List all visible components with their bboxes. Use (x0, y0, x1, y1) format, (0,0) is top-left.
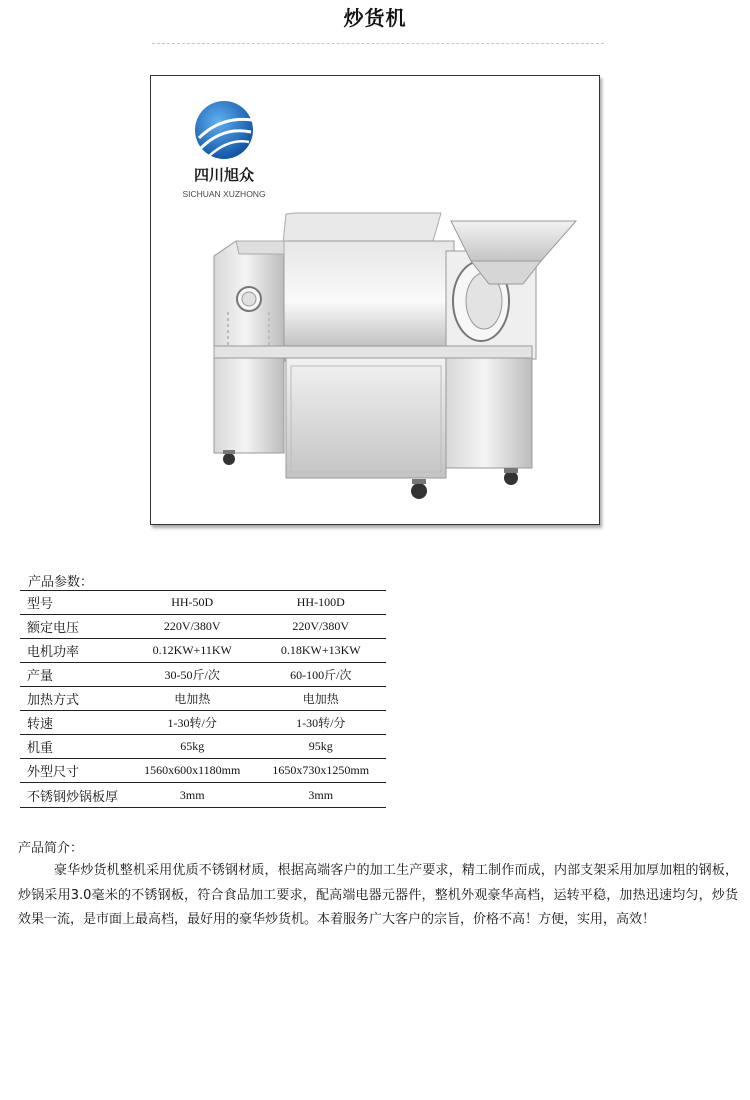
table-row (20, 783, 386, 808)
intro-paragraph: 豪华炒货机整机采用优质不锈钢材质，根据高端客户的加工生产要求，精工制作而成，内部支架采用加厚加粗的钢板，炒锅采用3.0毫米的不锈钢板，符合食品加工要求，配高端电器元器件，整机外观豪华高档，运转平稳，加热迅速均匀，炒货效果一流，是市面上最高档，最好用的豪华炒货机。本着服务广大客户的宗旨，价格不高！方便，实用，高效！ (18, 863, 738, 927)
spec-label: 型号 (20, 591, 129, 615)
company-logo (182, 101, 265, 199)
spec-value-50d: 30-50斤/次 (129, 663, 256, 687)
table-row (20, 663, 386, 687)
spec-label: 电机功率 (20, 639, 129, 663)
spec-label: 额定电压 (20, 615, 129, 639)
spec-label: 外型尺寸 (20, 759, 129, 783)
spec-value-50d: 0.12KW+11KW (129, 639, 256, 663)
spec-value-100d: HH-100D (256, 591, 386, 615)
logo-text-en: SICHUAN XUZHONG (182, 189, 266, 199)
spec-value-50d: 65kg (129, 735, 256, 759)
spec-table (20, 590, 386, 808)
spec-value-50d: 3mm (129, 783, 256, 808)
spec-value-50d: 1-30转/分 (129, 711, 256, 735)
spec-value-100d: 95kg (256, 735, 386, 759)
table-row (20, 639, 386, 663)
table-row (20, 687, 386, 711)
page-title: 炒货机 (343, 6, 407, 30)
product-photo (150, 75, 600, 525)
spec-label: 机重 (20, 735, 129, 759)
spec-value-100d: 1-30转/分 (256, 711, 386, 735)
spec-value-100d: 1650x730x1250mm (256, 759, 386, 783)
spec-value-50d: 220V/380V (129, 615, 256, 639)
title-divider (152, 43, 604, 44)
spec-value-100d: 0.18KW+13KW (256, 639, 386, 663)
params-heading: 产品参数： (28, 575, 94, 590)
logo-text-cn: 四川旭众 (193, 166, 255, 184)
spec-label: 产量 (20, 663, 129, 687)
table-row (20, 759, 386, 783)
spec-label: 加热方式 (20, 687, 129, 711)
spec-value-100d: 电加热 (256, 687, 386, 711)
table-row (20, 591, 386, 615)
table-row (20, 615, 386, 639)
spec-value-50d: HH-50D (129, 591, 256, 615)
spec-label: 不锈钢炒锅板厚 (20, 783, 129, 808)
spec-value-100d: 3mm (256, 783, 386, 808)
spec-value-100d: 220V/380V (256, 615, 386, 639)
spec-value-50d: 1560x600x1180mm (129, 759, 256, 783)
spec-value-100d: 60-100斤/次 (256, 663, 386, 687)
table-row (20, 711, 386, 735)
intro-heading: 产品简介： (18, 841, 84, 856)
roaster-machine-illustration (214, 213, 576, 499)
spec-label: 转速 (20, 711, 129, 735)
spec-value-50d: 电加热 (129, 687, 256, 711)
table-row (20, 735, 386, 759)
